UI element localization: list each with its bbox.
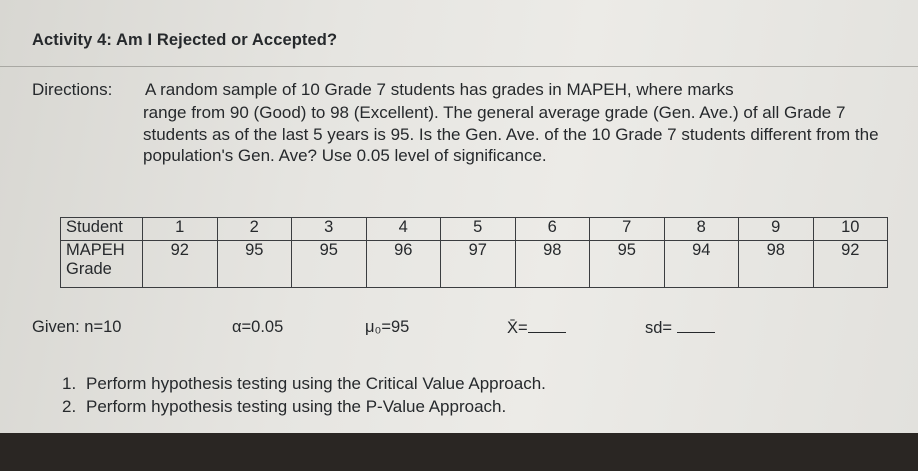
directions-first-line: A random sample of 10 Grade 7 students has grades in MAPEH, where marks xyxy=(145,80,734,99)
student-cell: 8 xyxy=(664,218,739,241)
task-text: Perform hypothesis testing using the Critical Value Approach. xyxy=(86,374,546,393)
given-mu: μ₀=95 xyxy=(365,318,410,336)
student-cell: 4 xyxy=(366,218,441,241)
student-cell: 9 xyxy=(739,218,814,241)
grade-cell: 98 xyxy=(739,241,814,288)
grade-cell: 92 xyxy=(143,241,218,288)
task-number: 1. xyxy=(62,374,77,393)
grade-cell: 94 xyxy=(664,241,739,288)
task-number: 2. xyxy=(62,397,77,416)
student-label: Student xyxy=(61,218,143,241)
student-cell: 5 xyxy=(441,218,516,241)
grade-cell: 96 xyxy=(366,241,441,288)
grade-cell: 97 xyxy=(441,241,516,288)
divider-line xyxy=(0,66,918,67)
task-text: Perform hypothesis testing using the P-Value Approach. xyxy=(86,397,507,416)
student-row xyxy=(61,218,888,241)
task-list xyxy=(62,372,546,418)
grade-cell: 95 xyxy=(217,241,292,288)
given-label xyxy=(32,318,121,337)
task-item xyxy=(62,372,546,395)
grade-label: MAPEH Grade xyxy=(61,241,143,288)
sd-label: sd= xyxy=(645,319,673,337)
grade-row xyxy=(61,241,888,288)
student-cell: 6 xyxy=(515,218,590,241)
activity-title: Activity 4: Am I Rejected or Accepted? xyxy=(32,31,338,49)
xbar-blank xyxy=(528,318,566,333)
given-sd xyxy=(645,318,715,338)
grades-table xyxy=(60,217,888,288)
student-cell: 7 xyxy=(590,218,665,241)
xbar-label: X̄= xyxy=(507,319,528,337)
student-cell: 2 xyxy=(217,218,292,241)
given-n: n=10 xyxy=(84,318,122,336)
given-alpha: α=0.05 xyxy=(232,318,284,336)
grade-cell: 92 xyxy=(813,241,888,288)
student-cell: 3 xyxy=(292,218,367,241)
sd-blank xyxy=(677,318,715,333)
given-text: Given: xyxy=(32,318,80,336)
task-item xyxy=(62,395,546,418)
directions-label: Directions: xyxy=(32,80,113,99)
grade-cell: 95 xyxy=(590,241,665,288)
given-xbar xyxy=(507,318,566,338)
directions-text: range from 90 (Good) to 98 (Excellent). The general average grade (Gen. Ave.) of all Grade 7 students as of the last 5 years is 95. Is the Gen. Ave. of the 10 Grade 7 students different from the population's Gen. Ave? Use 0.05 level of significance. xyxy=(143,103,879,165)
grade-cell: 95 xyxy=(292,241,367,288)
student-cell: 10 xyxy=(813,218,888,241)
grade-cell: 98 xyxy=(515,241,590,288)
student-cell: 1 xyxy=(143,218,218,241)
